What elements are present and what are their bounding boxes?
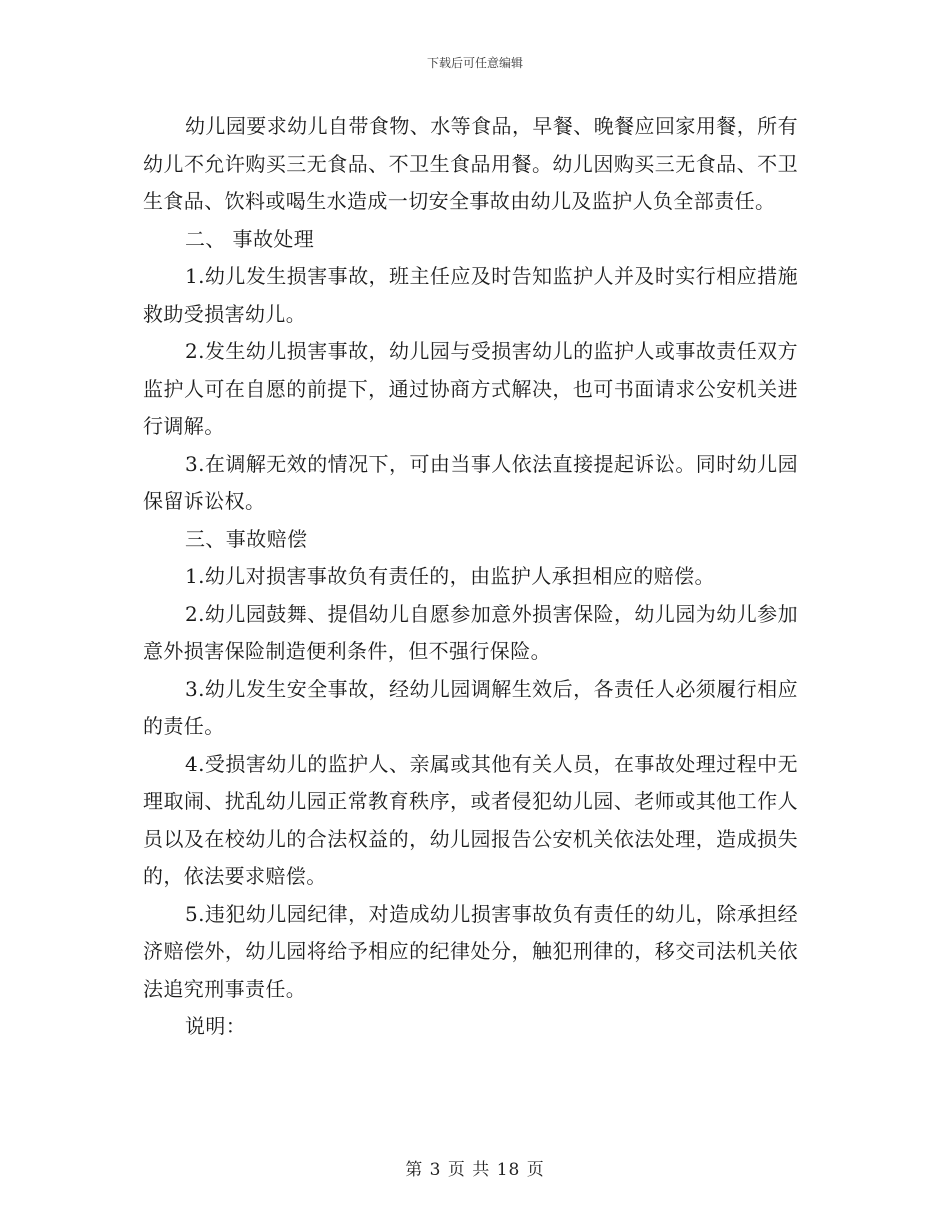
paragraph-compensation-4: 4.受损害幼儿的监护人、亲属或其他有关人员，在事故处理过程中无理取闹、扰乱幼儿园正常教育秩序，或者侵犯幼儿园、老师或其他工作人员以及在校幼儿的合法权益的，幼儿园报告公安机关依法处理，造成损失的，依法要求赔偿。 <box>143 751 798 888</box>
header-note: 下载后可任意编辑 <box>426 56 523 70</box>
section-heading-compensation: 三、事故赔偿 <box>185 526 308 551</box>
document-body <box>143 108 798 1046</box>
section-heading-accident-handling: 二、 事故处理 <box>185 226 315 251</box>
paragraph-notes-label: 说明： <box>185 1014 247 1038</box>
paragraph-compensation-2: 2.幼儿园鼓舞、提倡幼儿自愿参加意外损害保险，幼儿园为幼儿参加意外损害保险制造便利条件，但不强行保险。 <box>143 601 798 663</box>
paragraph-food-policy: 幼儿园要求幼儿自带食物、水等食品，早餐、晚餐应回家用餐，所有幼儿不允许购买三无食品、不卫生食品用餐。幼儿因购买三无食品、不卫生食品、饮料或喝生水造成一切安全事故由幼儿及监护人负全部责任。 <box>143 114 798 213</box>
paragraph-handling-2: 2.发生幼儿损害事故，幼儿园与受损害幼儿的监护人或事故责任双方监护人可在自愿的前提下，通过协商方式解决，也可书面请求公安机关进行调解。 <box>143 339 798 438</box>
paragraph-compensation-1: 1.幼儿对损害事故负有责任的，由监护人承担相应的赔偿。 <box>185 564 715 588</box>
paragraph-compensation-5: 5.违犯幼儿园纪律，对造成幼儿损害事故负有责任的幼儿，除承担经济赔偿外，幼儿园将给予相应的纪律处分，触犯刑律的，移交司法机关依法追究刑事责任。 <box>143 901 798 1001</box>
paragraph-handling-1: 1.幼儿发生损害事故，班主任应及时告知监护人并及时实行相应措施救助受损害幼儿。 <box>143 264 798 326</box>
paragraph-handling-3: 3.在调解无效的情况下，可由当事人依法直接提起诉讼。同时幼儿园保留诉讼权。 <box>143 451 798 513</box>
paragraph-compensation-3: 3.幼儿发生安全事故，经幼儿园调解生效后，各责任人必须履行相应的责任。 <box>143 676 798 738</box>
page-number-footer: 第 3 页 共 18 页 <box>405 1160 545 1180</box>
